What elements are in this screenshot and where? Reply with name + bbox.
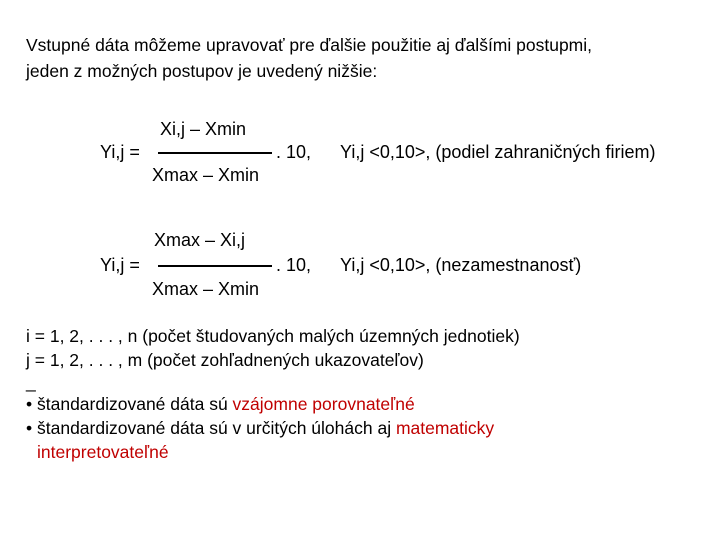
formula-1-lhs: Yi,j = [100,142,140,162]
blank-line: _ [26,372,36,392]
formula-1-numerator: Xi,j – Xmin [160,119,247,139]
formula-1-denominator: Xmax – Xmin [152,165,260,185]
formula-2-fraction-line [158,265,272,267]
formula-2-denominator: Xmax – Xmin [152,279,260,299]
formula-1-fraction-line [158,152,272,154]
formula-2-lhs: Yi,j = [100,255,140,275]
intro-line-1: Vstupné dáta môžeme upravovať pre ďalšie použitie aj ďalšími postupmi, [26,35,592,55]
bullet-2-continuation-text: interpretovateľné [37,442,169,462]
bullet-1-highlight: vzájomne porovnateľné [232,394,415,414]
bullet-2-highlight: matematicky [395,418,495,438]
intro-line-2: jeden z možných postupov je uvedený nižšie: [26,61,378,81]
bullet-1 [26,392,520,416]
intro-text [26,32,592,84]
bullet-2-continuation [26,440,520,464]
bullet-2 [26,416,520,440]
formula-2-factor: . 10, [276,255,312,275]
bullet-2-text: • štandardizované dáta sú v určitých úlohách aj [26,418,396,438]
formula-1-factor: . 10, [276,142,312,162]
formula-2-numerator: Xmax – Xi,j [154,230,246,250]
formula-2-note: Yi,j <0,10>, (nezamestnanosť) [340,255,582,275]
definitions-and-bullets [26,324,520,464]
formula-1-note: Yi,j <0,10>, (podiel zahraničných firiem) [340,142,656,162]
definition-j: j = 1, 2, . . . , m (počet zohľadnených ukazovateľov) [26,350,424,370]
bullet-1-text: • štandardizované dáta sú [26,394,233,414]
definition-i: i = 1, 2, . . . , n (počet študovaných malých územných jednotiek) [26,326,520,346]
